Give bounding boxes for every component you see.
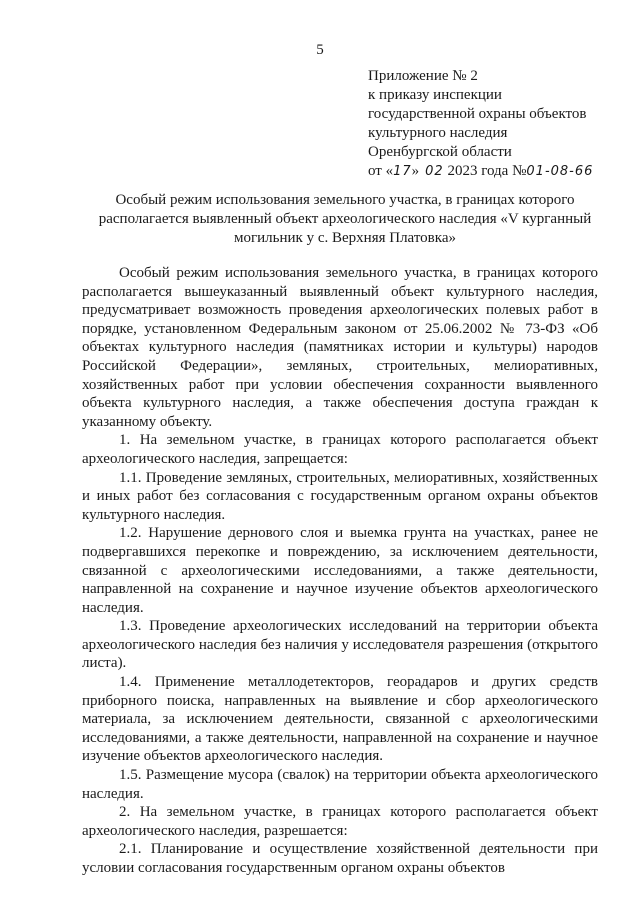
appendix-line: государственной охраны объектов — [368, 106, 587, 122]
appendix-header — [368, 67, 628, 181]
clause-2: 2. На земельном участке, в границах которого располагается объект археологического наследия, разрешается: — [82, 804, 598, 839]
date-separator: » — [411, 163, 420, 179]
document-body — [82, 264, 598, 878]
document-title: Особый режим использования земельного участка, в границах которого располагается выявленный объект археологического наследия «V курганный могильник у с. Верхняя Платовка» — [98, 192, 592, 246]
clause-1-2: 1.2. Нарушение дернового слоя и выемка грунта на участках, ранее не подвергавшихся перекопке и повреждению, за исключением деятельности, связанной с археологическими исследованиями, а также деятельности, направленной на сохранение и научное изучение объектов археологического наследия. — [82, 525, 598, 616]
handwritten-month: 02 — [425, 164, 444, 179]
clause-1-1: 1.1. Проведение земляных, строительных, мелиоративных, хозяйственных и иных работ без согласования с государственным органом охраны объектов культурного наследия. — [82, 469, 598, 523]
clause-1-5: 1.5. Размещение мусора (свалок) на территории объекта археологического наследия. — [82, 767, 598, 802]
appendix-line: Оренбургской области — [368, 144, 512, 160]
clause-1: 1. На земельном участке, в границах которого располагается объект археологического наследия, запрещается: — [82, 432, 598, 467]
intro-paragraph: Особый режим использования земельного участка, в границах которого располагается вышеуказанный выявленный объект культурного наследия, предусматривает возможность проведения археологических полевых работ в порядке, установленном Федеральным законом от 25.06.2002 № 73-ФЗ «Об объектах культурного наследия (памятниках истории и культуры) народов Российской Федерации», земляных, строительных, мелиоративных, хозяйственных работ при условии обеспечения сохранности выявленного объекта культурного наследия, а также обеспечения доступа граждан к указанному объекту. — [82, 265, 598, 430]
page-number: 5 — [316, 42, 324, 58]
order-date-line — [368, 162, 628, 181]
clause-1-4: 1.4. Применение металлодетекторов, георадаров и других средств приборного поиска, направленных на выявление и сбор археологического материала, за исключением деятельности, связанной с археологическими исследованиями, а также деятельности, направленной на сохранение и научное изучение объектов археологического наследия. — [82, 674, 598, 765]
appendix-line: к приказу инспекции — [368, 87, 502, 103]
appendix-line: Приложение № 2 — [368, 68, 478, 84]
handwritten-order-number: 01-08-66 — [526, 164, 594, 179]
clause-1-3: 1.3. Проведение археологических исследований на территории объекта археологического наследия без наличия у исследователя разрешения (открытого листа). — [82, 618, 598, 672]
handwritten-day: 17 — [393, 164, 412, 179]
appendix-line: культурного наследия — [368, 125, 508, 141]
date-year: 2023 года № — [443, 163, 527, 179]
clause-2-1: 2.1. Планирование и осуществление хозяйственной деятельности при условии согласования государственным органом охраны объектов — [82, 841, 598, 876]
date-prefix: от « — [368, 163, 394, 179]
